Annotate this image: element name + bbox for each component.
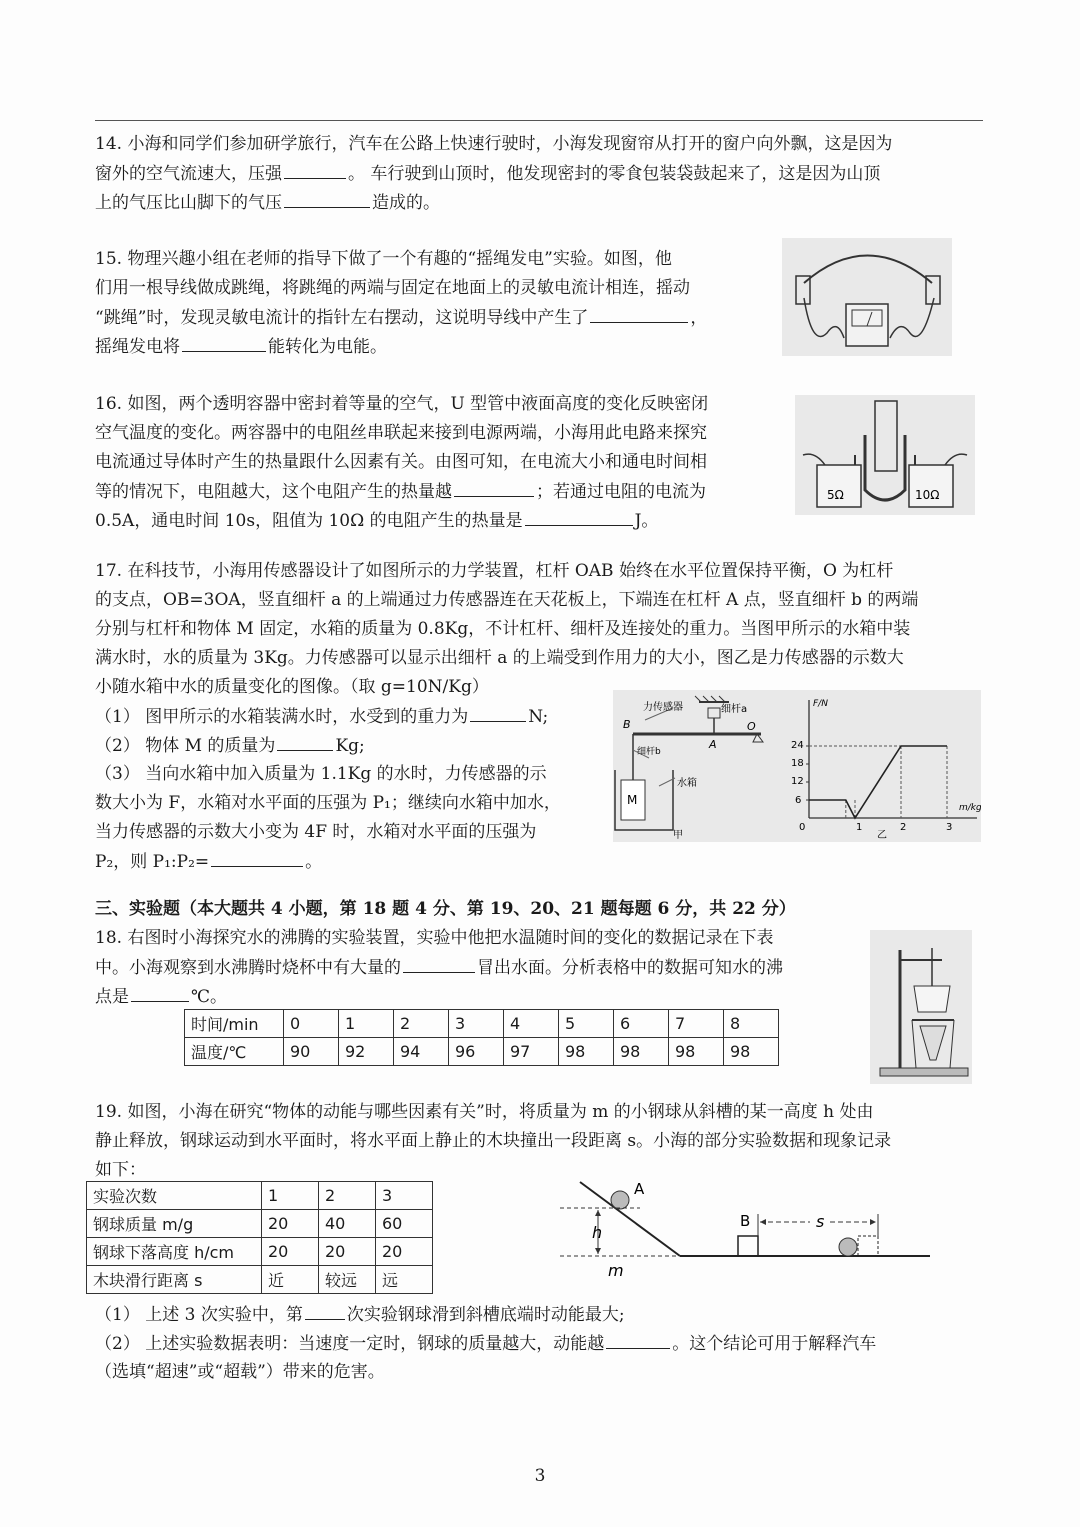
answer-blank[interactable] <box>403 956 475 973</box>
answer-blank[interactable] <box>284 191 370 208</box>
q17-line-5: 小随水箱中水的质量变化的图像。（取 g=10N/Kg） <box>95 677 489 697</box>
label-A: A <box>634 1180 645 1198</box>
label-rod-b: 细杆b <box>637 747 661 757</box>
table-cell: 钢球质量 m/g <box>87 1210 262 1238</box>
label-M: M <box>627 793 638 807</box>
table-row <box>87 1238 433 1266</box>
table-row <box>87 1210 433 1238</box>
table-cell: 1 <box>339 1010 394 1038</box>
label-m: m <box>608 1261 624 1280</box>
table-cell: 40 <box>319 1210 376 1238</box>
q19-sub-1: （1） 上述 3 次实验中，第 次实验钢球滑到斜槽底端时动能最大; <box>95 1305 625 1325</box>
table-cell: 实验次数 <box>87 1182 262 1210</box>
q16-line-4: 等的情况下，电阻越大，这个电阻产生的热量越 ；若通过电阻的电流为 <box>95 482 706 502</box>
table-row <box>87 1266 433 1294</box>
q15-line-3: “跳绳”时，发现灵敏电流计的指针左右摆动，这说明导线中产生了 ， <box>95 308 708 328</box>
answer-blank[interactable] <box>590 306 688 323</box>
table-row <box>185 1010 779 1038</box>
lever-sensor-figure <box>613 690 981 842</box>
q14-line-1: 14. 小海和同学们参加研学旅行，汽车在公路上快速行驶时，小海发现窗帘从打开的窗户向外飘，这是因为 <box>95 134 893 154</box>
q19-sub-2: （2） 上述实验数据表明：当速度一定时，钢球的质量越大，动能越 。这个结论可用于解释汽车 <box>95 1334 877 1354</box>
incline-figure <box>560 1172 940 1282</box>
answer-blank[interactable] <box>182 335 266 352</box>
x-tick-1: 1 <box>856 822 863 833</box>
y-tick-12: 12 <box>791 776 804 787</box>
table-cell: 温度/℃ <box>185 1038 284 1066</box>
y-tick-6: 6 <box>795 795 802 806</box>
q18-line-1: 18. 右图时小海探究水的沸腾的实验装置，实验中他把水温随时间的变化的数据记录在下表 <box>95 928 774 948</box>
table-cell: 近 <box>262 1266 319 1294</box>
table-cell: 98 <box>559 1038 614 1066</box>
table-cell: 20 <box>376 1238 433 1266</box>
force-mass-graph <box>791 699 981 841</box>
q17-line-2: 的支点，OB=3OA，竖直细杆 a 的上端通过力传感器连在天花板上，下端连在杠杆 A 点，竖直细杆 b 的两端 <box>95 590 919 610</box>
q15-line-1: 15. 物理兴趣小组在老师的指导下做了一个有趣的“摇绳发电”实验。如图，他 <box>95 249 672 269</box>
y-tick-18: 18 <box>791 758 804 769</box>
boiling-data-table <box>184 1009 779 1066</box>
q17-sub-3c: 当力传感器的示数大小变为 4F 时，水箱对水平面的压强为 <box>95 822 537 842</box>
answer-blank[interactable] <box>305 1303 345 1320</box>
table-row <box>87 1182 433 1210</box>
table-row <box>185 1038 779 1066</box>
table-cell: 3 <box>449 1010 504 1038</box>
label-B: B <box>740 1212 751 1230</box>
table-cell: 98 <box>724 1038 779 1066</box>
q18-line-2: 中。小海观察到水沸腾时烧杯中有大量的 冒出水面。分析表格中的数据可知水的沸 <box>95 958 783 978</box>
jump-rope-generator-figure <box>782 238 952 356</box>
table-cell: 20 <box>262 1238 319 1266</box>
section-3-header: 三、实验题（本大题共 4 小题，第 18 题 4 分、第 19、20、21 题每题 6 分，共 22 分） <box>95 899 796 919</box>
q17-sub-3a: （3） 当向水箱中加入质量为 1.1Kg 的水时，力传感器的示 <box>95 764 547 784</box>
answer-blank[interactable] <box>131 985 189 1002</box>
label-s: s <box>816 1212 825 1231</box>
kinetic-energy-table <box>86 1181 433 1294</box>
table-cell: 94 <box>394 1038 449 1066</box>
table-cell: 3 <box>376 1182 433 1210</box>
table-cell: 钢球下落高度 h/cm <box>87 1238 262 1266</box>
q17-line-1: 17. 在科技节，小海用传感器设计了如图所示的力学装置，杠杆 OAB 始终在水平位置保持平衡，O 为杠杆 <box>95 561 894 581</box>
table-cell: 20 <box>262 1210 319 1238</box>
table-cell: 1 <box>262 1182 319 1210</box>
series-line <box>809 746 947 818</box>
q16-line-1: 16. 如图，两个透明容器中密封着等量的空气，U 型管中液面高度的变化反映密闭 <box>95 394 709 414</box>
q14-line-2: 窗外的空气流速大，压强 。 车行驶到山顶时，他发现密封的零食包装袋鼓起来了，这是因为山顶 <box>95 164 881 184</box>
table-cell: 6 <box>614 1010 669 1038</box>
boiling-apparatus-figure <box>870 930 972 1084</box>
q16-line-3: 电流通过导体时产生的热量跟什么因素有关。由图可知，在电流大小和通电时间相 <box>95 452 707 472</box>
q18-line-3: 点是 ℃。 <box>95 987 228 1007</box>
top-rule <box>95 120 983 121</box>
table-cell: 0 <box>284 1010 339 1038</box>
q15-line-4: 摇绳发电将 能转化为电能。 <box>95 337 387 357</box>
q17-sub-3b: 数大小为 F，水箱对水平面的压强为 P₁；继续向水箱中加水， <box>95 793 561 813</box>
label-A: A <box>709 738 717 751</box>
q15-line-2: 们用一根导线做成跳绳，将跳绳的两端与固定在地面上的灵敏电流计相连，摇动 <box>95 278 690 298</box>
q14-line-3: 上的气压比山脚下的气压 造成的。 <box>95 193 440 213</box>
table-cell: 2 <box>319 1182 376 1210</box>
table-cell: 90 <box>284 1038 339 1066</box>
label-h: h <box>592 1223 603 1242</box>
label-tank: 水箱 <box>677 778 697 789</box>
q19-line-3: 如下： <box>95 1160 146 1180</box>
label-rod-a: 细杆a <box>721 704 748 715</box>
label-5-ohm: 5Ω <box>827 488 844 502</box>
q19-line-1: 19. 如图，小海在研究“物体的动能与哪些因素有关”时，将质量为 m 的小钢球从斜槽的某一高度 h 处由 <box>95 1102 874 1122</box>
table-cell: 4 <box>504 1010 559 1038</box>
label-yi: 乙 <box>877 830 887 841</box>
q17-sub-2: （2） 物体 M 的质量为 Kg; <box>95 736 365 756</box>
answer-blank[interactable] <box>525 509 633 526</box>
answer-blank[interactable] <box>606 1332 670 1349</box>
table-cell: 97 <box>504 1038 559 1066</box>
q19-sub-2b: （选填“超速”或“超载”）带来的危害。 <box>95 1362 385 1382</box>
table-cell: 60 <box>376 1210 433 1238</box>
answer-blank[interactable] <box>454 480 534 497</box>
table-cell: 20 <box>319 1238 376 1266</box>
x-axis-label: m/kg <box>959 803 981 813</box>
q17-sub-1: （1） 图甲所示的水箱装满水时，水受到的重力为 N; <box>95 707 549 727</box>
q19-line-2: 静止释放，钢球运动到水平面时，将水平面上静止的木块撞出一段距离 s。小海的部分实验数据和现象记录 <box>95 1131 892 1151</box>
x-tick-3: 3 <box>946 822 953 833</box>
label-jia: 甲 <box>673 830 683 841</box>
table-cell: 7 <box>669 1010 724 1038</box>
label-O: O <box>747 720 756 733</box>
y-tick-24: 24 <box>791 740 804 751</box>
label-10-ohm: 10Ω <box>915 488 940 502</box>
answer-blank[interactable] <box>284 162 346 179</box>
q16-line-5: 0.5A，通电时间 10s，阻值为 10Ω 的电阻产生的热量是 J。 <box>95 511 659 531</box>
answer-blank[interactable] <box>211 850 303 867</box>
label-B: B <box>623 718 631 731</box>
answer-blank[interactable] <box>277 734 333 751</box>
table-cell: 较远 <box>319 1266 376 1294</box>
answer-blank[interactable] <box>470 705 526 722</box>
q17-sub-3d: P₂，则 P₁:P₂= 。 <box>95 852 323 872</box>
table-cell: 92 <box>339 1038 394 1066</box>
table-cell: 时间/min <box>185 1010 284 1038</box>
y-tick-0: 0 <box>799 822 806 833</box>
table-cell: 98 <box>614 1038 669 1066</box>
joule-heating-figure <box>795 395 975 515</box>
table-cell: 98 <box>669 1038 724 1066</box>
q17-line-3: 分别与杠杆和物体 M 固定，水箱的质量为 0.8Kg，不计杠杆、细杆及连接处的重力。当图甲所示的水箱中装 <box>95 619 911 639</box>
table-cell: 8 <box>724 1010 779 1038</box>
q17-line-4: 满水时，水的质量为 3Kg。力传感器可以显示出细杆 a 的上端受到作用力的大小，图乙是力传感器的示数大 <box>95 648 904 668</box>
label-sensor: 力传感器 <box>643 702 683 713</box>
table-cell: 5 <box>559 1010 614 1038</box>
page-number: 3 <box>534 1466 546 1486</box>
table-cell: 96 <box>449 1038 504 1066</box>
y-axis-label: F/N <box>813 699 828 709</box>
table-cell: 木块滑行距离 s <box>87 1266 262 1294</box>
table-cell: 2 <box>394 1010 449 1038</box>
q16-line-2: 空气温度的变化。两容器中的电阻丝串联起来接到电源两端，小海用此电路来探究 <box>95 423 707 443</box>
x-tick-2: 2 <box>900 822 907 833</box>
table-cell: 远 <box>376 1266 433 1294</box>
